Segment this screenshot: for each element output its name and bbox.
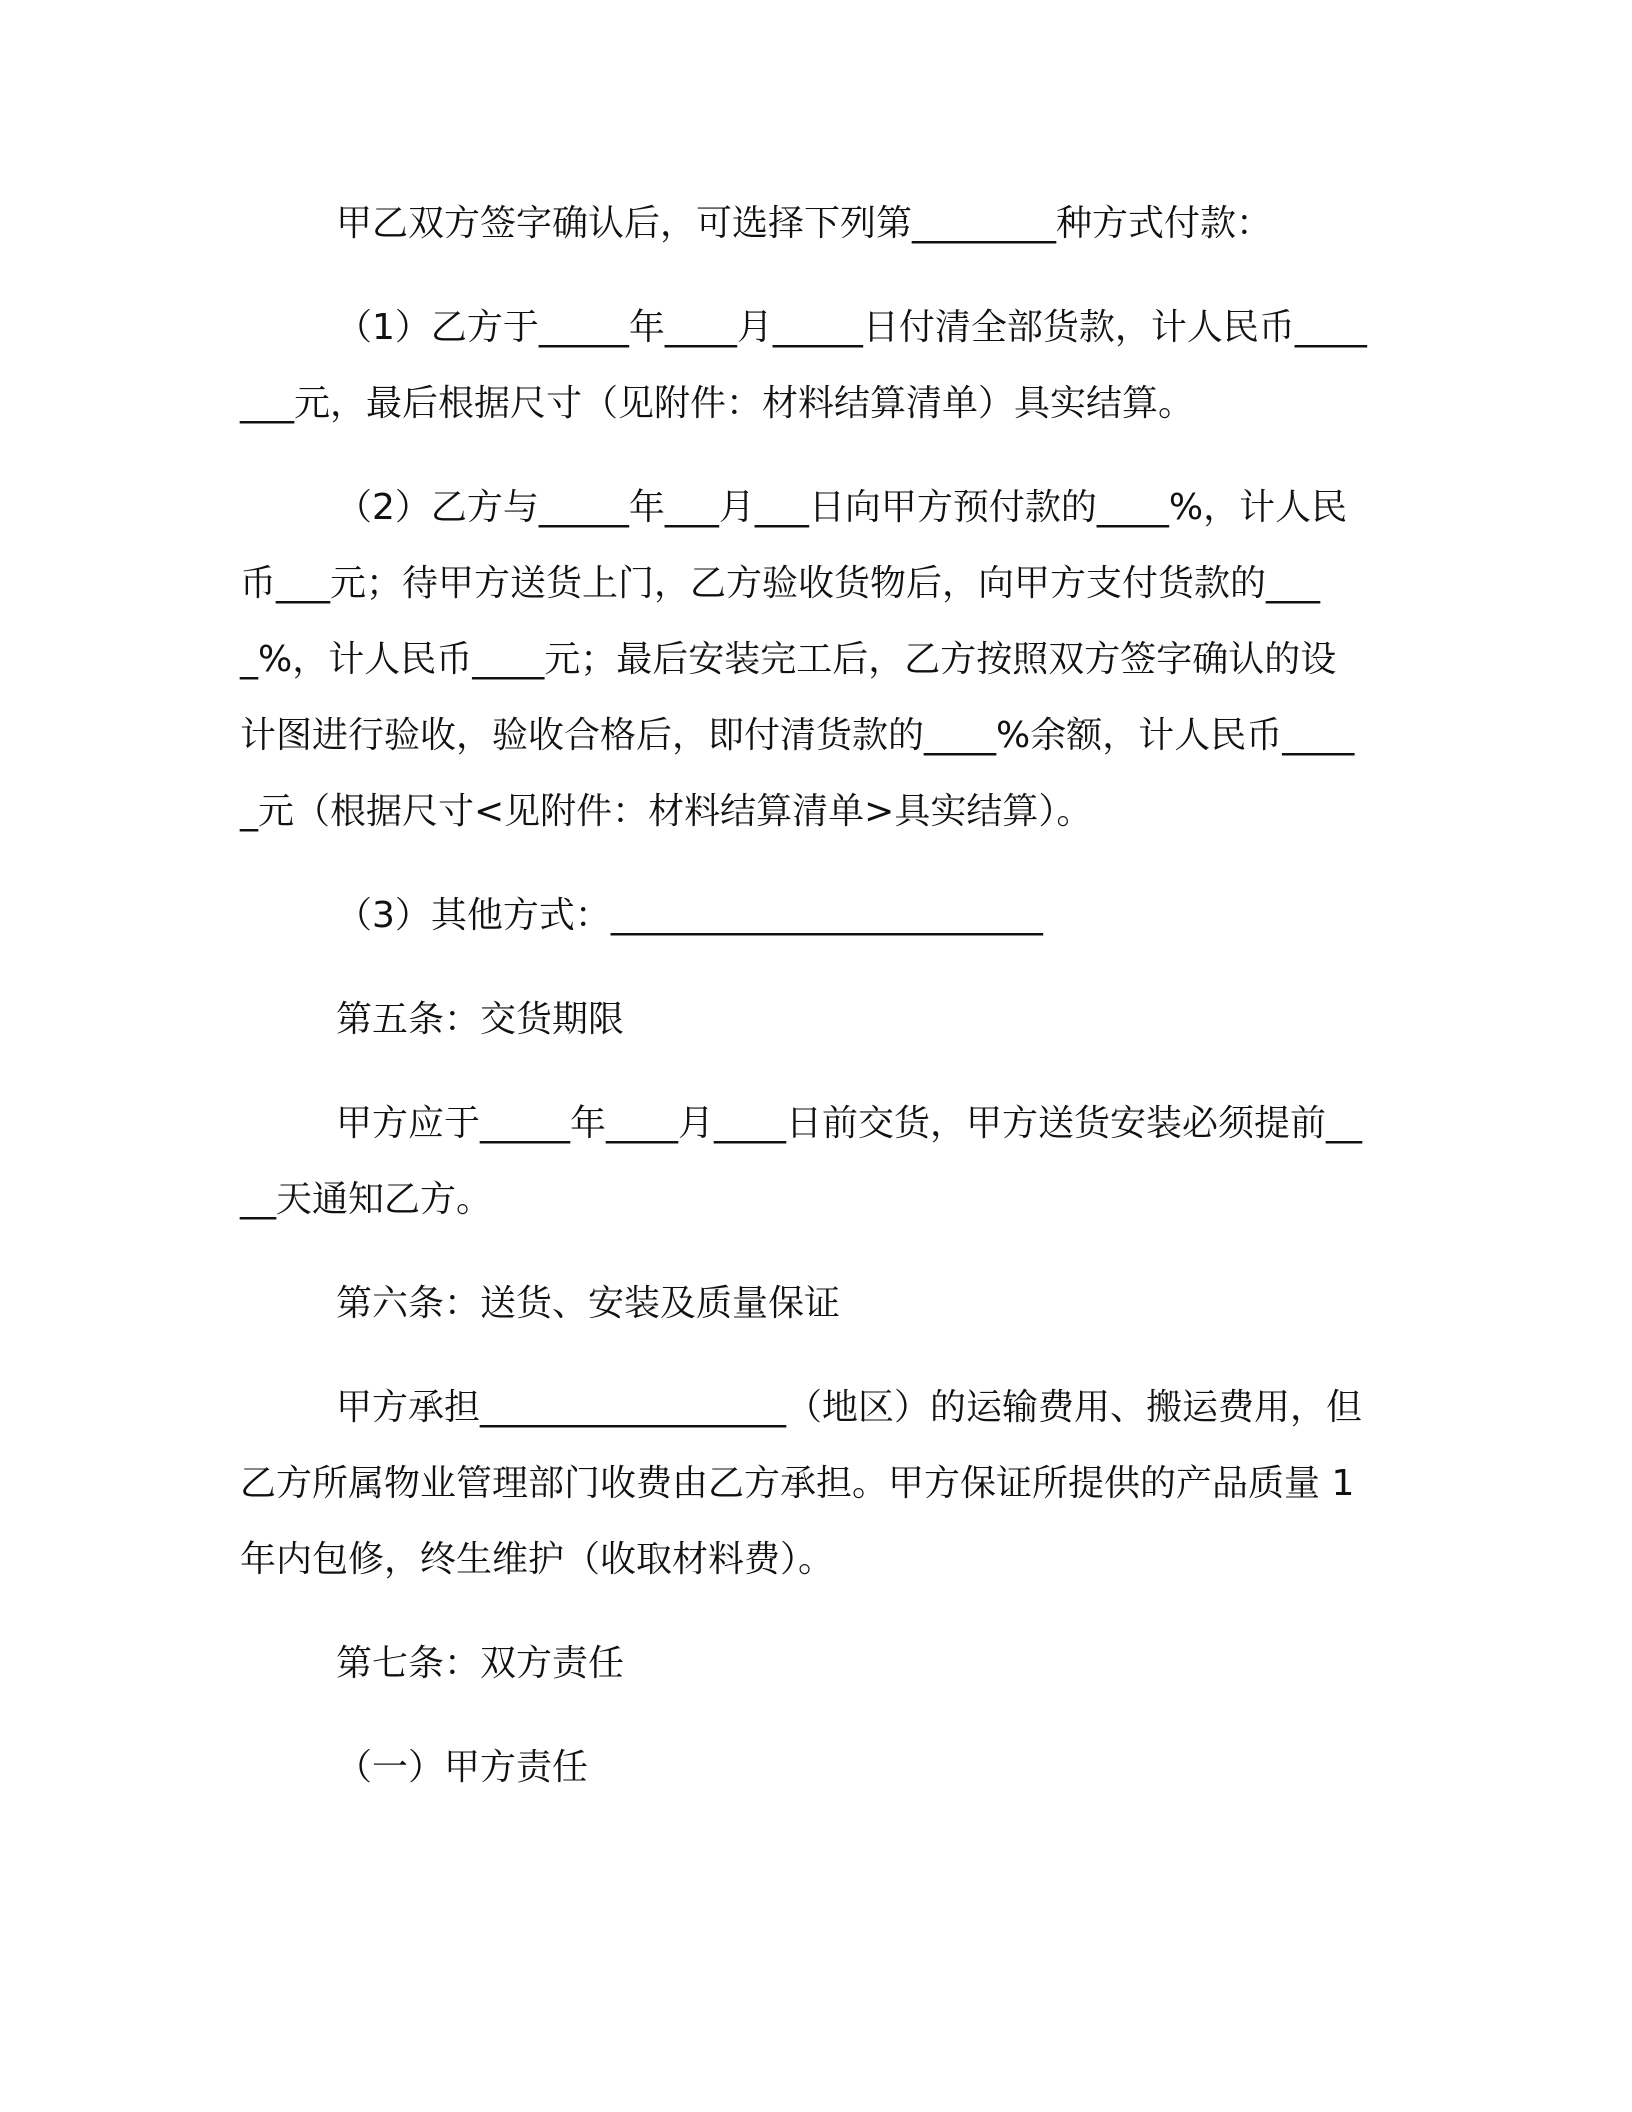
delivery-warranty-text: 甲方承担_________________（地区）的运输费用、搬运费用，但乙方所属物业管理部门收费由乙方承担。甲方保证所提供的产品质量 1 年内包修，终生维护（收取材料费）。 <box>240 1387 1366 1580</box>
article-6-heading: 第六条：送货、安装及质量保证 <box>336 1283 841 1324</box>
payment-option-1: （1）乙方于_____年____月_____日付清全部货款，计人民币_______元，最后根据尺寸（见附件：材料结算清单）具实结算。 <box>240 307 1367 424</box>
party-a-responsibility-heading: （一）甲方责任 <box>336 1747 589 1788</box>
payment-option-2: （2）乙方与_____年___月___日向甲方预付款的____%，计人民币___元；待甲方送货上门，乙方验收货物后，向甲方支付货款的____%，计人民币____元；最后安装完工后，乙方按照双方签字确认的设计图进行验收，验收合格后，即付清货款的____%余额，计人民币_____元（根据尺寸<见附件：材料结算清单>具实结算）。 <box>240 487 1355 832</box>
article-5-heading: 第五条：交货期限 <box>336 999 625 1040</box>
contract-body <box>240 186 1370 1834</box>
delivery-term-text: 甲方应于_____年____月____日前交货，甲方送货安装必须提前____天通知乙方。 <box>240 1103 1363 1220</box>
payment-intro: 甲乙双方签字确认后，可选择下列第________种方式付款： <box>336 203 1273 244</box>
article-7-heading: 第七条：双方责任 <box>336 1643 625 1684</box>
payment-option-3: （3）其他方式：________________________ <box>336 895 1043 936</box>
